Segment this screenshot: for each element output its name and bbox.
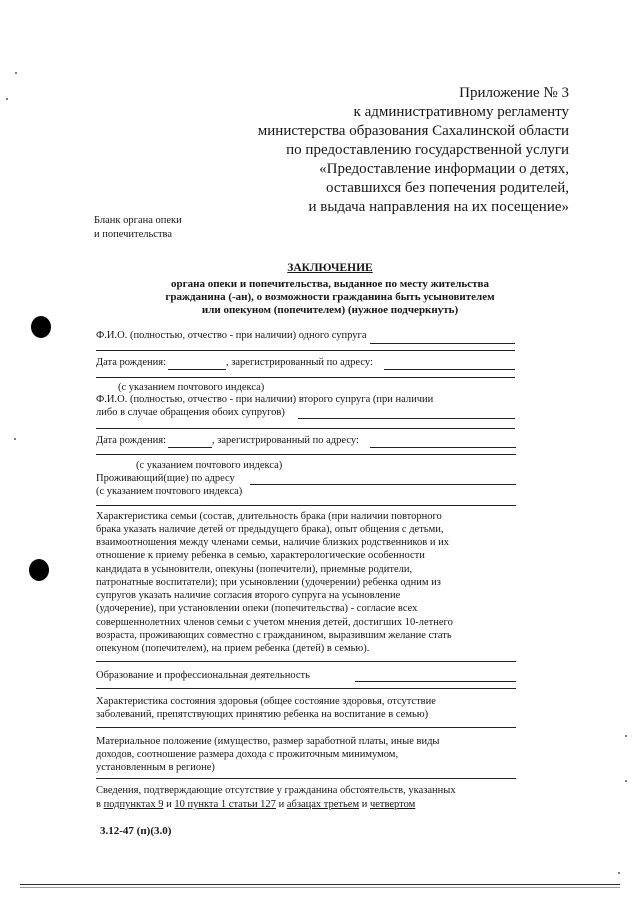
health-text-line: Характеристика состояния здоровья (общее состояние здоровья, отсутствие (96, 696, 436, 707)
scan-speck (15, 72, 17, 74)
fio1-field-line[interactable] (96, 350, 515, 351)
article-link[interactable]: 10 пункта 1 статьи 127 (174, 799, 276, 810)
document-title: ЗАКЛЮЧЕНИЕ (287, 262, 373, 274)
education-label: Образование и профессиональная деятельность (96, 670, 310, 681)
family-text-line: супругов указать наличие согласия второго супруга на усыновление (96, 590, 401, 601)
appendix-number: Приложение № 3 (459, 85, 569, 101)
fio1-field[interactable] (370, 343, 515, 344)
scan-speck (618, 872, 620, 874)
header-line: министерства образования Сахалинской области (257, 123, 569, 139)
living-field-line[interactable] (96, 505, 516, 506)
dob1-label: Дата рождения: (96, 357, 167, 368)
fio1-label: Ф.И.О. (полностью, отчество - при наличии) одного супруга (96, 330, 367, 341)
fio2-label-cont: либо в случае обращения обоих супругов) (96, 407, 285, 418)
absence-text-line (96, 800, 415, 811)
absence-text-line: Сведения, подтверждающие отсутствие у гражданина обстоятельств, указанных (96, 785, 456, 796)
scan-speck (625, 780, 627, 782)
address2-field-line[interactable] (96, 454, 516, 455)
paragraph-fourth-link[interactable]: четвертом (369, 799, 416, 810)
subparagraph-link[interactable]: подпунктах 9 (103, 799, 164, 810)
living-label: Проживающий(щие) по адресу (96, 473, 235, 484)
health-text-line: заболеваний, препятствующих принятию ребенка на воспитание в семью) (96, 709, 429, 720)
family-text-line: возраста, проживающих совместно с гражданином, выразившим желание стать (96, 630, 452, 641)
postal2-note: (с указанием почтового индекса) (136, 460, 283, 471)
fio2-label: Ф.И.О. (полностью, отчество - при наличии) второго супруга (при наличии (96, 394, 434, 405)
family-text-line: брака указать наличие детей от предыдущего брака), опыт общения с детьми, (96, 524, 444, 535)
paragraph-third-link[interactable]: абзацах третьем (286, 799, 360, 810)
header-line: «Предоставление информации о детях, (319, 161, 569, 177)
dob1-field[interactable] (168, 369, 226, 370)
address1-field[interactable] (384, 369, 515, 370)
address2-field[interactable] (370, 447, 516, 448)
family-text-line: (удочерение), при установлении опеки (попечительства) - согласие всех (96, 603, 418, 614)
material-text-line: установленным в регионе) (96, 762, 215, 773)
family-text-line: совершеннолетних членов семьи с учетом мнения детей, достигших 10-летнего (96, 617, 453, 628)
address1-label: , зарегистрированный по адресу: (226, 357, 373, 368)
scan-speck (625, 735, 627, 737)
header-line: по предоставлению государственной услуги (286, 142, 569, 158)
scan-speck (14, 438, 16, 440)
living-field[interactable] (250, 484, 516, 485)
dob2-field[interactable] (168, 447, 212, 448)
blank-line: Бланк органа опеки (94, 215, 182, 226)
punch-hole (29, 559, 49, 581)
absence-text: и (275, 799, 287, 810)
address2-label: , зарегистрированный по адресу: (212, 435, 359, 446)
material-text-line: Материальное положение (имущество, размер заработной платы, иные виды (96, 736, 440, 747)
family-text-line: патронатные воспитатели); при усыновлении (удочерении) ребенка одним из (96, 577, 441, 588)
family-text-line: взаимоотношения между членами семьи, наличие близких родственников и их (96, 537, 449, 548)
family-text-line: отношение к приему ребенка в семью, характерологические особенности (96, 550, 425, 561)
fio2-field[interactable] (298, 418, 515, 419)
family-text-line: Характеристика семьи (состав, длительность брака (при наличии повторного (96, 511, 442, 522)
bottom-rule (20, 887, 620, 888)
title-line: гражданина (-ан), о возможности гражданина быть усыновителем (165, 291, 495, 303)
family-text-line: кандидата в усыновители, опекуны (попечители), приемные родители, (96, 564, 413, 575)
scan-speck (6, 98, 8, 100)
title-line: или опекуном (попечителем) (нужное подчеркнуть) (201, 304, 459, 316)
punch-hole (31, 316, 51, 338)
family-text-line: опекуном (попечителем), на прием ребенка (детей) в семью). (96, 643, 370, 654)
living-postal-note: (с указанием почтового индекса) (96, 486, 243, 497)
dob2-label: Дата рождения: (96, 435, 167, 446)
blank-line: и попечительства (94, 229, 173, 240)
header-line: и выдача направления на их посещение» (308, 199, 569, 215)
family-field-line[interactable] (96, 661, 516, 662)
bottom-rule (20, 884, 620, 885)
absence-text: в (96, 799, 104, 810)
header-line: оставшихся без попечения родителей, (325, 180, 569, 196)
postal1-note: (с указанием почтового индекса) (118, 382, 265, 393)
address1-field-line[interactable] (96, 377, 515, 378)
absence-text: и (163, 799, 175, 810)
header-line: к административному регламенту (353, 104, 569, 120)
fio2-field-line[interactable] (96, 428, 515, 429)
material-text-line: доходов, соотношение размера дохода с прожиточным минимумом, (96, 749, 399, 760)
title-line: органа опеки и попечительства, выданное по месту жительства (171, 278, 489, 290)
education-field[interactable] (355, 681, 516, 682)
form-code: 3.12-47 (п)(3.0) (100, 825, 172, 837)
material-field-line[interactable] (96, 778, 516, 779)
education-field-line[interactable] (96, 688, 516, 689)
health-field-line[interactable] (96, 727, 516, 728)
absence-text: и (359, 799, 370, 810)
